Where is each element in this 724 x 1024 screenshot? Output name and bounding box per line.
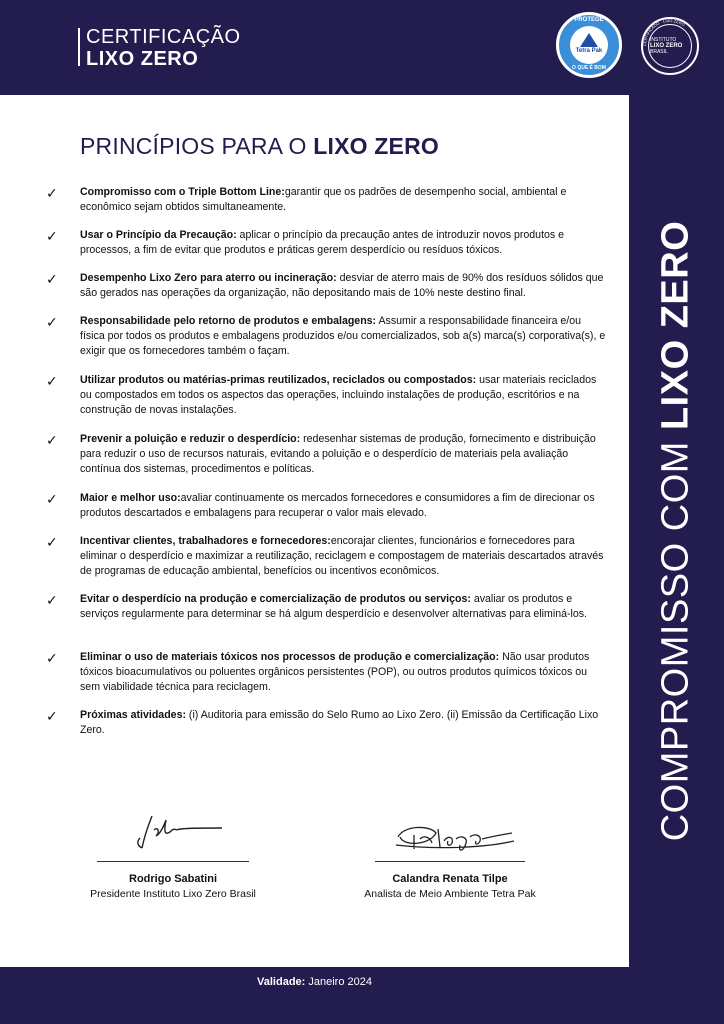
check-icon: ✓ [46, 374, 58, 390]
seal-brand-text: Tetra Pak [575, 48, 603, 54]
check-icon: ✓ [46, 433, 58, 449]
principle-description: usar materiais reciclados ou compostados em todos os aspectos das operações, incluindo instalações de produção, escritórios e na construção de novas instalações. [80, 374, 597, 416]
seal2-ring-text [641, 17, 699, 75]
principle-description: aplicar o princípio da precaução antes de introduzir novos produtos e processos, a fim de evitar que produtos e práticas gerem desperdício ou resíduos tóxicos. [80, 229, 565, 256]
validity-text [0, 976, 629, 988]
principle-description: avaliar os produtos e serviços regularmente para determinar se há algum desperdício e desenvolver alternativas para eliminá-los. [80, 593, 587, 620]
principle-description: desviar de aterro mais de 90% dos resíduos sólidos que são gerados nas operações da organização, não depositando mais de 10% neste destino final. [80, 272, 604, 299]
seal-top-text: PROTEGE [574, 17, 604, 23]
seal2-line2: LIXO ZERO [650, 43, 683, 49]
signature-tilpe-icon [390, 815, 520, 860]
check-icon: ✓ [46, 709, 58, 725]
seal-inner-circle [570, 26, 608, 64]
signatory-1-role: Presidente Instituto Lixo Zero Brasil [90, 888, 256, 900]
seal2-line1: INSTITUTO [650, 37, 677, 43]
signatory-1-name: Rodrigo Sabatini [129, 873, 217, 885]
principle-heading: Maior e melhor uso: [80, 492, 181, 504]
svg-text:CERTIFICADO · LIXO ZERO: CERTIFICADO · LIXO ZERO [641, 17, 686, 47]
principle-item [80, 534, 608, 579]
seal2-line3: BRASIL [650, 49, 668, 55]
check-icon: ✓ [46, 535, 58, 551]
check-icon: ✓ [46, 272, 58, 288]
title-emphasis: LIXO ZERO [313, 133, 439, 159]
principle-item [80, 314, 608, 359]
principle-heading: Utilizar produtos ou matérias-primas reutilizados, reciclados ou compostados: [80, 374, 477, 386]
principle-item [80, 228, 608, 258]
principle-description: Não usar produtos tóxicos bioacumulativos ou poluentes orgânicos persistentes (POP), ou outros produtos químicos tóxicos ou sem viabilidade técnica para reciclagem. [80, 651, 590, 693]
principle-heading: Usar o Princípio da Precaução: [80, 229, 237, 241]
check-icon: ✓ [46, 593, 58, 609]
principle-item [80, 185, 608, 215]
signature-line-2 [375, 861, 525, 862]
logo-divider [78, 28, 80, 66]
principle-heading: Responsabilidade pelo retorno de produtos e embalagens: [80, 315, 377, 327]
page-title [80, 133, 439, 160]
principle-heading: Prevenir a poluição e reduzir o desperdício: [80, 433, 301, 445]
side-heading-prefix: COMPROMISSO COM [654, 430, 697, 842]
principle-item [80, 708, 608, 738]
principle-heading: Incentivar clientes, trabalhadores e fornecedores: [80, 535, 331, 547]
principle-heading: Eliminar o uso de materiais tóxicos nos processos de produção e comercialização: [80, 651, 500, 663]
signatory-2-name: Calandra Renata Tilpe [392, 873, 508, 885]
validity-value: Janeiro 2024 [305, 976, 372, 988]
check-icon: ✓ [46, 229, 58, 245]
principle-heading: Desempenho Lixo Zero para aterro ou incineração: [80, 272, 337, 284]
principle-heading: Compromisso com o Triple Bottom Line: [80, 186, 285, 198]
signature-line-1 [97, 861, 249, 862]
principle-description: encorajar clientes, funcionários e fornecedores para eliminar o desperdício e maximizar a reutilização, reciclagem e compostagem de materiais descartados através de programas de educação ambiental, benefícios ou incentivos econômicos. [80, 535, 604, 577]
instituto-lixo-zero-seal [641, 17, 699, 75]
principle-item [80, 271, 608, 301]
check-icon: ✓ [46, 651, 58, 667]
seal-bottom-text: O QUE É BOM [572, 65, 606, 71]
logo-line-certificacao: CERTIFICAÇÃO [86, 26, 241, 48]
signatory-2-role: Analista de Meio Ambiente Tetra Pak [364, 888, 536, 900]
principle-heading: Evitar o desperdício na produção e comercialização de produtos ou serviços: [80, 593, 471, 605]
principle-item [80, 432, 608, 477]
principle-item [80, 592, 608, 622]
principle-item [80, 491, 608, 521]
validity-label: Validade: [257, 976, 306, 988]
principle-description: (i) Auditoria para emissão do Selo Rumo ao Lixo Zero. (ii) Emissão da Certificação Lixo Zero. [80, 709, 599, 736]
tetra-pak-logo-icon [580, 33, 598, 47]
signature-sabatini-icon [130, 808, 230, 853]
check-icon: ✓ [46, 186, 58, 202]
side-vertical-heading [655, 221, 698, 842]
principle-item [80, 373, 608, 418]
principle-description: garantir que os padrões de desempenho social, ambiental e econômico sejam obtidos simultaneamente. [80, 186, 567, 213]
tetra-pak-seal [556, 12, 622, 78]
principle-item [80, 650, 608, 695]
principle-description: Assumir a responsabilidade financeira e/ou física por todos os produtos e embalagens produzidos e/ou comercializados, sob a(s) marca(s) corporativa(s), e exigir que os fornecedores também o façam. [80, 315, 606, 357]
check-icon: ✓ [46, 315, 58, 331]
title-prefix: PRINCÍPIOS PARA O [80, 133, 314, 159]
logo-line-lixo-zero: LIXO ZERO [86, 48, 199, 70]
principle-description: redesenhar sistemas de produção, fornecimento e distribuição para reduzir o uso de recursos naturais, evitando a poluição e o desperdício de materiais pela avaliação contínua dos sistemas, procedimentos e políticas. [80, 433, 596, 475]
side-heading-emphasis: LIXO ZERO [654, 220, 697, 431]
principle-heading: Próximas atividades: [80, 709, 186, 721]
principle-description: avaliar continuamente os mercados fornecedores e consumidores a fim de direcionar os produtos descartados e embalagens para recuperar o valor mais elevado. [80, 492, 595, 519]
check-icon: ✓ [46, 492, 58, 508]
